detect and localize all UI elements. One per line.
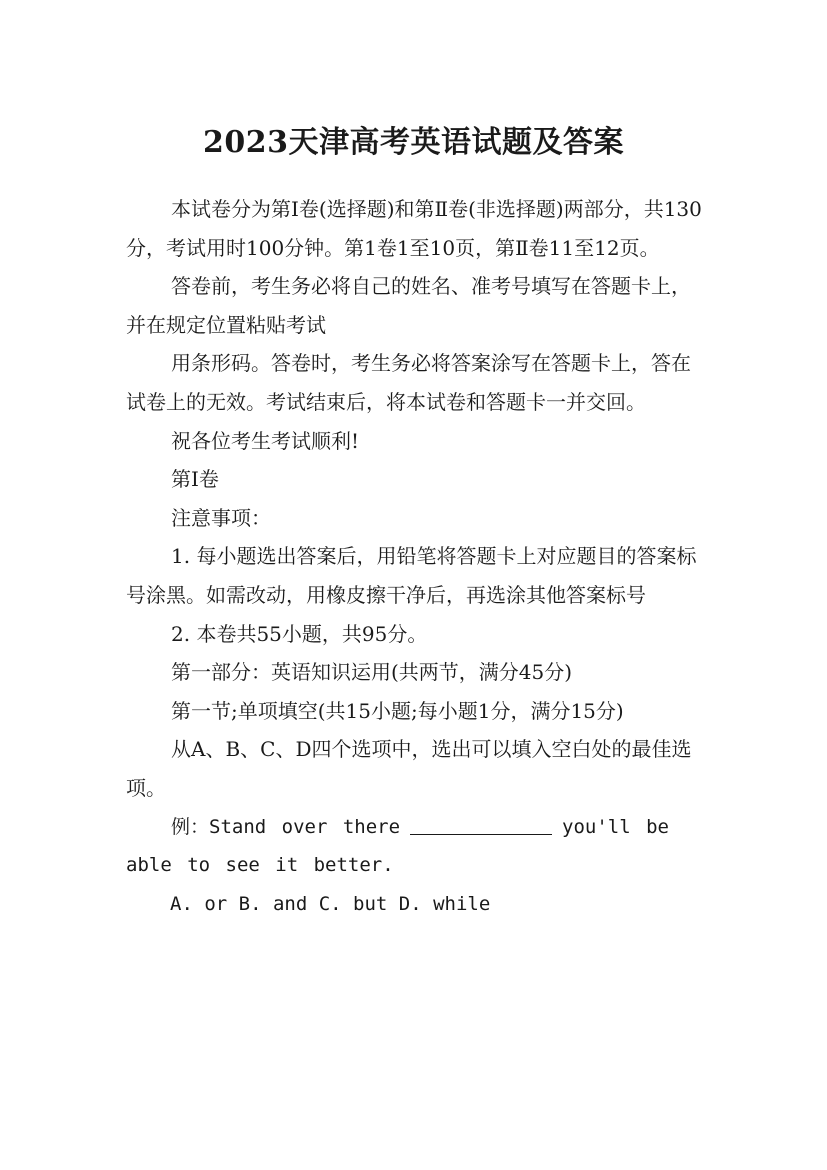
example-question xyxy=(126,808,706,885)
paragraph-instructions-2: 用条形码。答卷时，考生务必将答案涂写在答题卡上，答在试卷上的无效。考试结束后，将本试卷和答题卡一并交回。 xyxy=(126,351,691,414)
notes-heading: 注意事项： xyxy=(171,505,271,530)
document-body xyxy=(126,190,706,923)
section-1-instructions: 从A、B、C、D四个选项中，选出可以填入空白处的最佳选项。 xyxy=(126,737,692,800)
answer-blank xyxy=(410,833,552,835)
paragraph-wishes: 祝各位考生考试顺利! xyxy=(171,428,360,453)
part-1-heading: 第一部分：英语知识运用(共两节，满分45分) xyxy=(171,660,573,685)
section-1-heading: 第一节;单项填空(共15小题;每小题1分，满分15分) xyxy=(171,698,624,723)
paragraph-intro: 本试卷分为第Ⅰ卷(选择题)和第Ⅱ卷(非选择题)两部分，共130分，考试用时100分钟。第1卷1至10页，第Ⅱ卷11至12页。 xyxy=(126,197,702,260)
paragraph-instructions-1: 答卷前，考生务必将自己的姓名、准考号填写在答题卡上，并在规定位置粘贴考试 xyxy=(126,274,691,337)
note-item-1: 1. 每小题选出答案后，用铅笔将答题卡上对应题目的答案标号涂黑。如需改动，用橡皮擦干净后，再选涂其他答案标号 xyxy=(126,544,697,607)
example-text-before: Stand over there xyxy=(209,815,401,838)
section-heading-volume-1: 第Ⅰ卷 xyxy=(171,467,219,492)
example-label: 例： xyxy=(171,815,210,838)
example-options: A. or B. and C. but D. while xyxy=(170,892,491,915)
example-text-after: you'll be able to see it better. xyxy=(126,815,669,877)
document-title: 2023天津高考英语试题及答案 xyxy=(203,125,624,161)
note-item-2: 2. 本卷共55小题，共95分。 xyxy=(171,621,428,646)
